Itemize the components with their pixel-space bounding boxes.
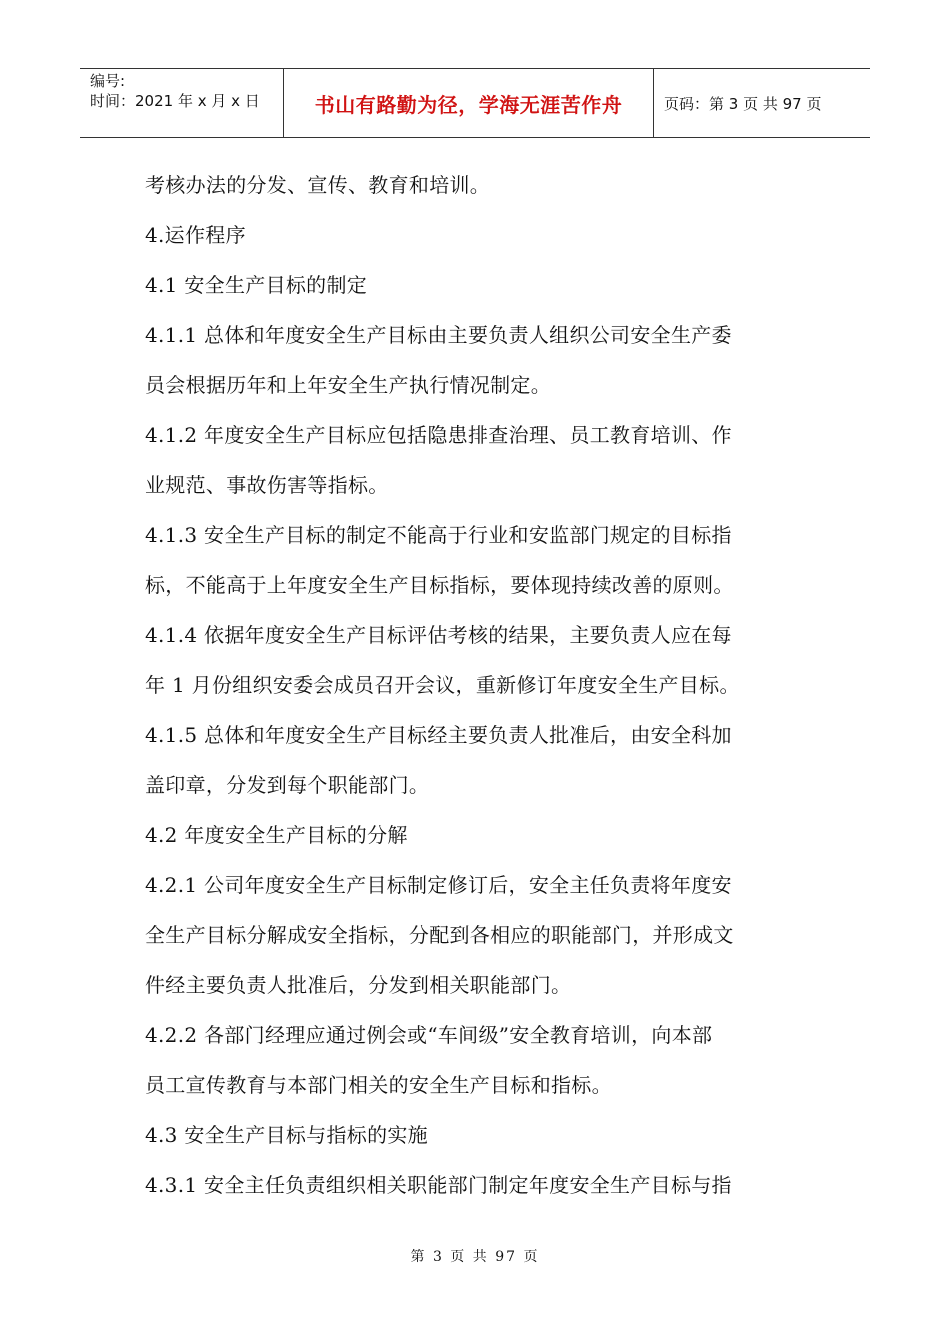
header-page-info: 页码：第 3 页 共 97 页 <box>664 94 822 113</box>
body-line: 4.1.1 总体和年度安全生产目标由主要负责人组织公司安全生产委 <box>145 323 732 347</box>
body-line: 员会根据历年和上年安全生产执行情况制定。 <box>145 373 551 397</box>
body-line: 员工宣传教育与本部门相关的安全生产目标和指标。 <box>145 1073 612 1097</box>
body-line: 标，不能高于上年度安全生产目标指标，要体现持续改善的原则。 <box>145 573 734 597</box>
body-line: 4.2.2 各部门经理应通过例会或“车间级”安全教育培训，向本部 <box>145 1023 713 1047</box>
section-heading: 4.运作程序 <box>145 223 246 247</box>
body-line: 业规范、事故伤害等指标。 <box>145 473 389 497</box>
section-heading: 4.2 年度安全生产目标的分解 <box>145 823 408 847</box>
document-body <box>145 160 795 1210</box>
page-header <box>80 68 870 138</box>
body-line: 考核办法的分发、宣传、教育和培训。 <box>145 173 491 197</box>
body-line: 4.1.4 依据年度安全生产目标评估考核的结果，主要负责人应在每 <box>145 623 732 647</box>
body-line: 4.1.2 年度安全生产目标应包括隐患排查治理、员工教育培训、作 <box>145 423 732 447</box>
document-number-label: 编号: <box>90 72 126 90</box>
body-line: 4.3.1 安全主任负责组织相关职能部门制定年度安全生产目标与指 <box>145 1173 732 1197</box>
body-line: 4.1.3 安全生产目标的制定不能高于行业和安监部门规定的目标指 <box>145 523 732 547</box>
body-line: 4.1.5 总体和年度安全生产目标经主要负责人批准后，由安全科加 <box>145 723 732 747</box>
document-date: 时间：2021 年 x 月 x 日 <box>90 92 260 110</box>
header-meta <box>80 69 284 137</box>
page-footer: 第 3 页 共 97 页 <box>410 1249 540 1265</box>
body-line: 盖印章，分发到每个职能部门。 <box>145 773 430 797</box>
header-motto: 书山有路勤为径，学海无涯苦作舟 <box>284 69 654 137</box>
body-line: 4.2.1 公司年度安全生产目标制定修订后，安全主任负责将年度安 <box>145 873 732 897</box>
section-heading: 4.3 安全生产目标与指标的实施 <box>145 1123 428 1147</box>
body-line: 件经主要负责人批准后，分发到相关职能部门。 <box>145 973 572 997</box>
section-heading: 4.1 安全生产目标的制定 <box>145 273 368 297</box>
body-line: 全生产目标分解成安全指标，分配到各相应的职能部门，并形成文 <box>145 923 734 947</box>
body-line: 年 1 月份组织安委会成员召开会议，重新修订年度安全生产目标。 <box>145 673 740 697</box>
